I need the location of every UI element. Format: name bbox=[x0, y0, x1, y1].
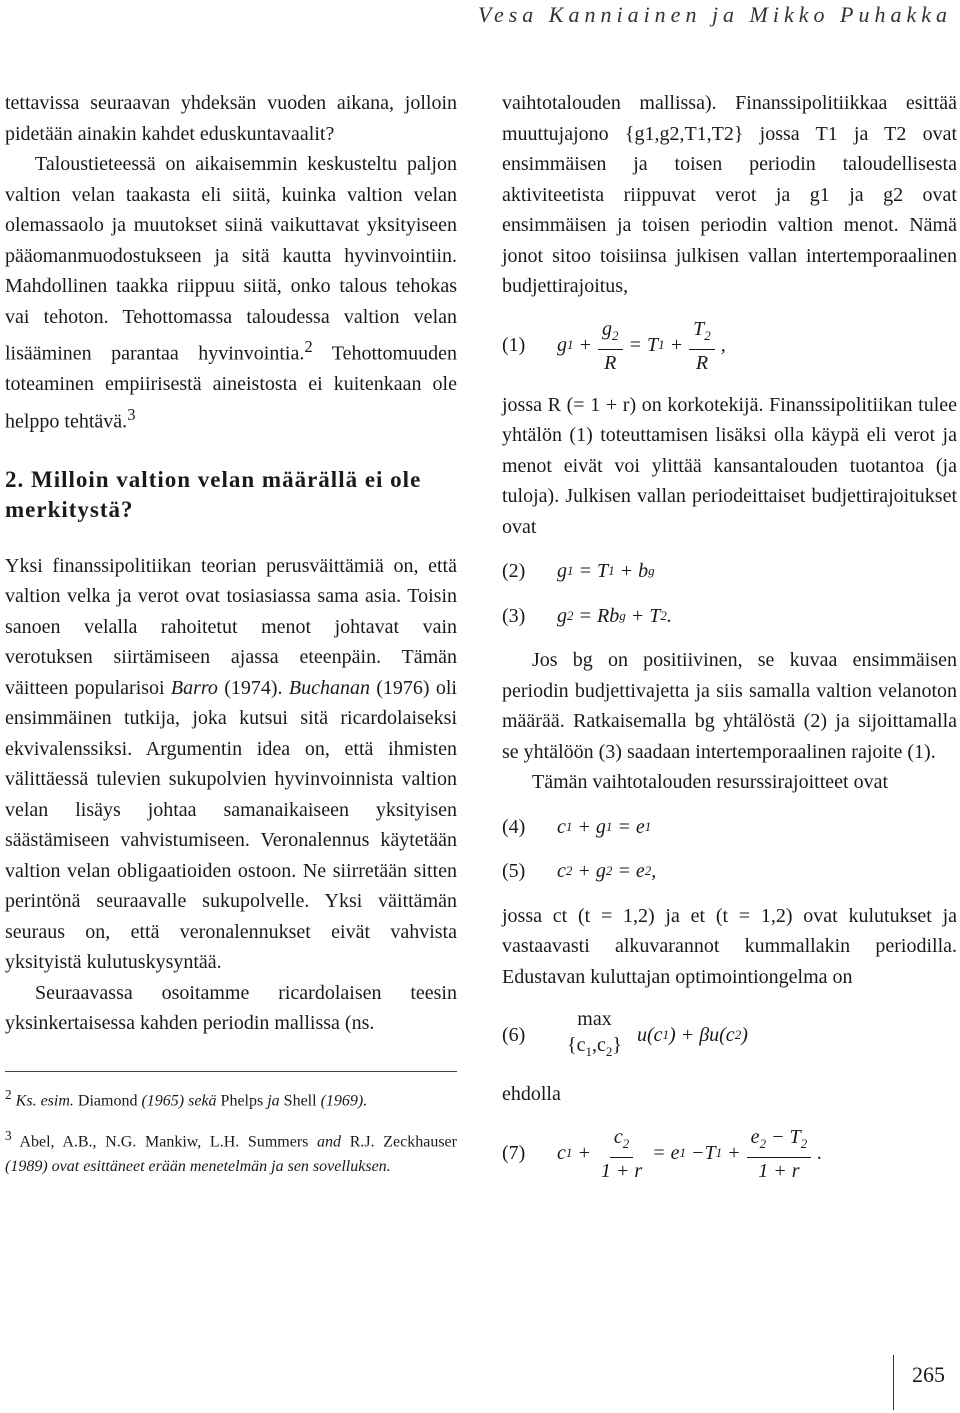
paragraph: jossa ct (t = 1,2) ja et (t = 1,2) ovat kulutukset ja vastaavasti alkuvarannot kummallakin periodilla. Edustavan kuluttajan optimointiongelma on bbox=[502, 904, 957, 988]
paragraph: Jos bg on positiivinen, se kuvaa ensimmäisen periodin budjettivajetta ja siis samalla valtion velanoton määrää. Ratkaisemalla bg yhtälöstä (2) ja sijoittamalla se yhtälöön (3) saadaan intertemporaalinen rajoite (1). bbox=[502, 649, 957, 763]
paragraph: Seuraavassa osoitamme ricardolaisen teesin yksinkertaisessa kahden periodin mallissa (ns. bbox=[5, 981, 457, 1035]
running-header: Vesa Kanniainen ja Mikko Puhakka bbox=[477, 2, 952, 27]
equation-5: (5) c 2 + g 2 = e 2 , bbox=[502, 860, 657, 882]
page-number-rule bbox=[893, 1355, 894, 1410]
page-number: 265 bbox=[912, 1362, 945, 1387]
equation-7: (7) c 1 + $\frac{c_2}{1 + r}$ = e 1 −T 1 + $\frac{e_2 - T_2}{1 + r}$ . bbox=[502, 1125, 823, 1182]
equation-4: (4) c 1 + g 1 = e 1 bbox=[502, 815, 652, 838]
paragraph: jossa R (= 1 + r) on korkotekijä. Finanssipolitiikan tulee yhtälön (1) toteuttamisen lisäksi olla käypä eli verot ja menot eivät voi ylittää kansantalouden tuotantoa (ja tuloja). Julkisen vallan periodeittaiset budjettirajoitukset ovat bbox=[502, 393, 957, 538]
left-column bbox=[5, 88, 457, 1189]
section-heading: 2. Milloin valtion velan määrällä ei ole merkitystä? bbox=[5, 466, 422, 522]
paragraph: ehdolla bbox=[502, 1083, 561, 1105]
footnote-3: $^3$ Abel, A.B., N.G. Mankiw, L.H. Summers and R.J. Zeckhauser (1989) ovat esittäneet erään menetelmän ja sen sovelluksen. bbox=[5, 1128, 457, 1176]
paragraph: vaihtotalouden mallissa). Finanssipolitiikkaa esittää muuttujajono {g1,g2,T1,T2} jossa T1 ja T2 ovat ensimmäisen ja toisen periodin taloudellisesta aktiviteetista riippuvat verot ja g1 ja g2 ovat ensimmäisen ja toisen periodin valtion menot. Nämä jonot sitoo toisiinsa julkisen vallan intertemporaalinen budjettirajoitus, bbox=[502, 92, 957, 297]
right-column bbox=[502, 88, 957, 1198]
paragraph: Yksi finanssipolitiikan teorian perusväittämiä on, että valtion velka ja verot ovat tosiasiassa sama asia. Toisin sanoen velalla rahoitetut menot johtavat vain verotuksen siirtämiseen ajassa eteenpäin. Tämän väitteen popularisoi Barro (1974). Buchanan (1976) oli ensimmäinen tutkija, joka kutsui sitä ricardolaiseksi ekvivalenssiksi. Argumentin idea on, että ihmisten välittäessä tulevien sukupolvien hyvinvoinnista valtion velan lisäys johtaa samanaikaiseen yksityisen säästämiseen vahvistumiseen. Veronalennus käytetään valtion velan obligaatioiden ostoon. Ne siirretään sitten perintönä seuraavalle sukupolvelle. Yksi väittämän seuraus on, että veronalennukset eivät vahvista yksityistä kulutuskysyntää. bbox=[5, 554, 457, 974]
equation-3: (3) g 2 = Rb g + T 2 . bbox=[502, 604, 672, 627]
equation-2: (2) g 1 = T 1 + b g bbox=[502, 560, 655, 582]
equation-6: (6) max $\{c_1,c_2\}$ u(c 1 ) + βu(c 2 ) bbox=[502, 1008, 748, 1059]
equation-1: (1) g 1 + $\frac{g_2}{R}$ = T 1 + $\frac{T_2}{R}$ , bbox=[502, 317, 726, 374]
paragraph: Taloustieteessä on aikaisemmin keskusteltu paljon valtion velan taakasta eli siitä, kuinka valtion velan olemassaolo ja muutokset siinä vaikuttavat yksityiseen pääomanmuodostukseen ja sitä kautta hyvinvointiin. Mahdollinen taakka riippuu siitä, onko talous tehokas vai tehoton. Tehottomassa taloudessa valtion velan lisääminen parantaa hyvinvointia.$^2$ Tehottomuuden toteaminen empiirisestä aineistosta ei kuitenkaan ole helppo tehtävä.$^3$ bbox=[5, 153, 457, 433]
paragraph: tettavissa seuraavan yhdeksän vuoden aikana, jolloin pidetään ainakin kahdet eduskuntavaalit? bbox=[5, 92, 457, 145]
footnote-2: $^2$ Ks. esim. Diamond (1965) sekä Phelps ja Shell (1969). bbox=[5, 1086, 368, 1110]
footnote-divider bbox=[5, 1071, 457, 1072]
paragraph: Tämän vaihtotalouden resurssirajoitteet ovat bbox=[532, 771, 888, 793]
